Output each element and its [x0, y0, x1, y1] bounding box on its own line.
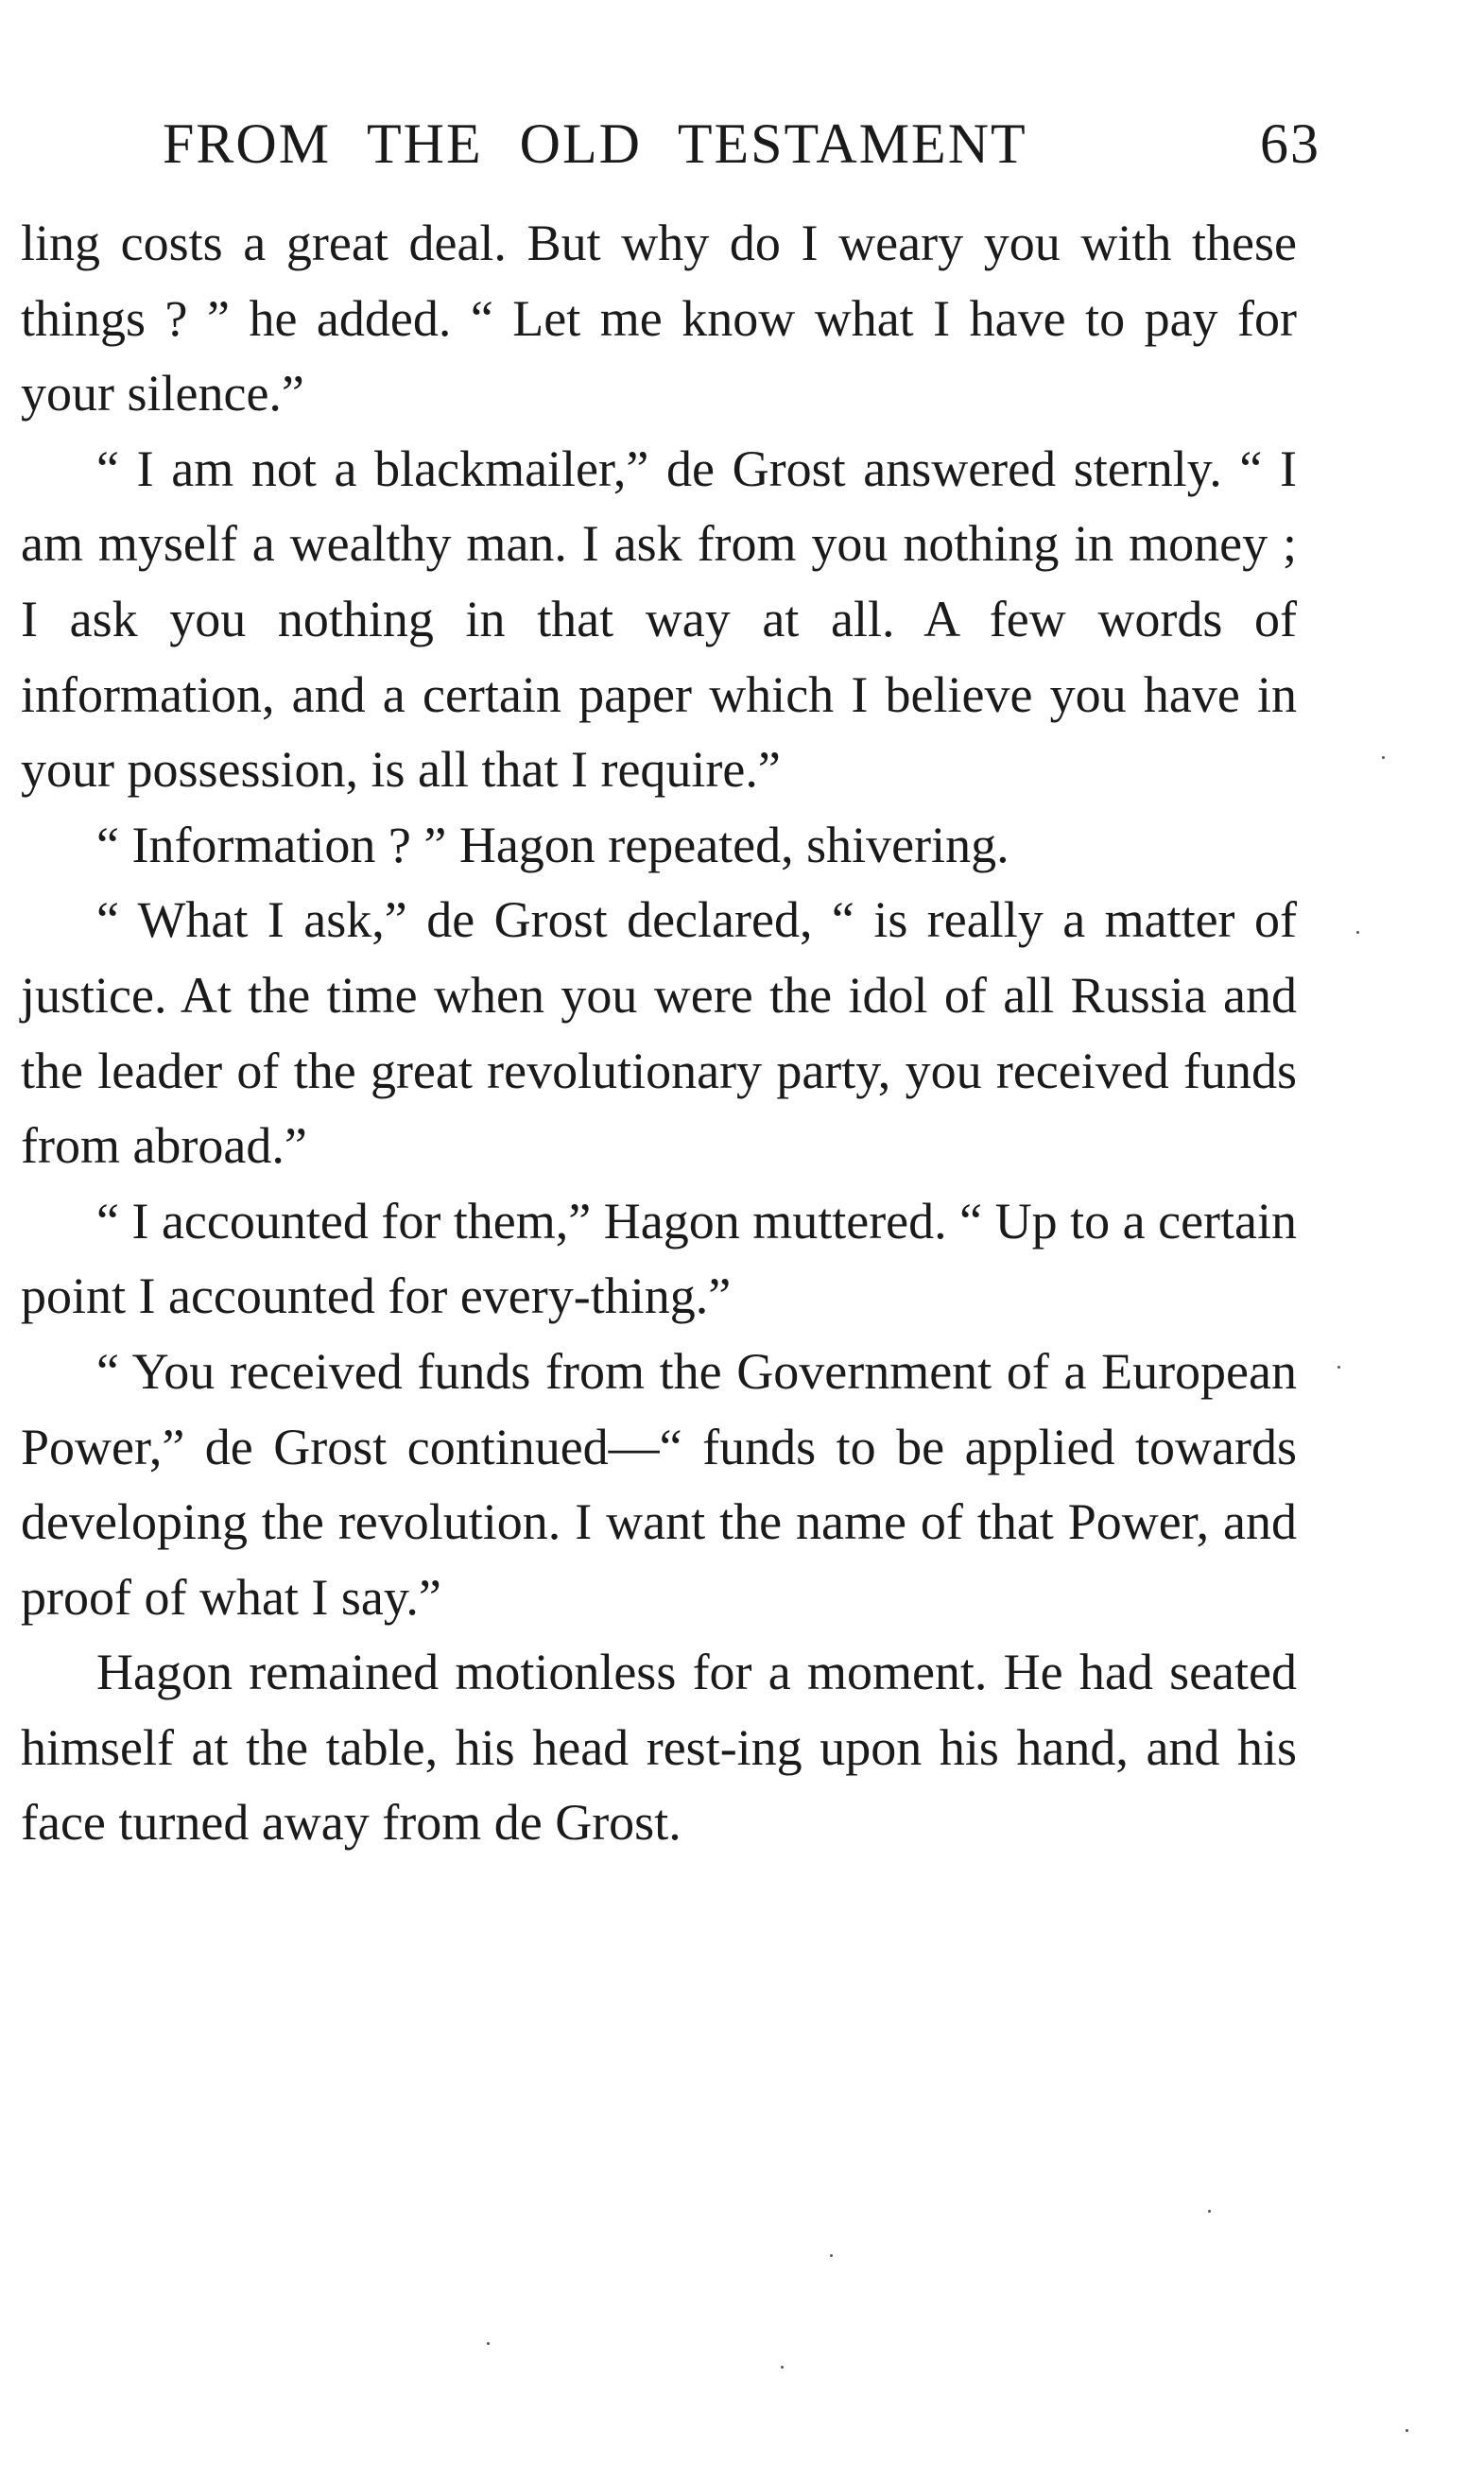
paragraph: Hagon remained motionless for a moment. He had seated himself at the table, his head rest-ing upon his hand, and his face turned away from de Grost. — [21, 1644, 1297, 1852]
body-text — [21, 206, 1297, 1861]
page-number: 63 — [1260, 112, 1320, 175]
paragraph: “ You received funds from the Government of a European Power,” de Grost continued—“ funds to be applied towards developing the revolution. I want the name of that Power, and proof of what I say.” — [21, 1342, 1297, 1626]
running-head — [163, 112, 1320, 187]
running-head-title: FROM THE OLD TESTAMENT — [163, 112, 1027, 175]
scan-speck — [781, 2366, 784, 2369]
paragraph: “ I am not a blackmailer,” de Grost answered sternly. “ I am myself a wealthy man. I ask from you nothing in money ; I ask you nothing in that way at all. A few words of information, and a certain paper which I believe you have in your possession, is all that I require.” — [21, 440, 1297, 799]
paragraph: ling costs a great deal. But why do I weary you with these things ? ” he added. “ Let me know what I have to pay for your silence.” — [21, 215, 1297, 422]
scan-speck — [1356, 931, 1359, 934]
paragraph: “ Information ? ” Hagon repeated, shivering. — [96, 816, 1009, 873]
scan-speck — [1406, 2429, 1408, 2432]
scan-speck — [830, 2254, 833, 2257]
scan-speck — [1382, 756, 1385, 759]
scan-speck — [1337, 1366, 1340, 1369]
scan-speck — [1208, 2210, 1211, 2213]
scan-speck — [487, 2342, 490, 2345]
paragraph: “ I accounted for them,” Hagon muttered. “ Up to a certain point I accounted for every-thing.” — [21, 1192, 1297, 1325]
book-page — [21, 0, 1320, 2465]
paragraph: “ What I ask,” de Grost declared, “ is really a matter of justice. At the time when you were the idol of all Russia and the leader of the great revolutionary party, you received funds from abroad.” — [21, 891, 1297, 1175]
